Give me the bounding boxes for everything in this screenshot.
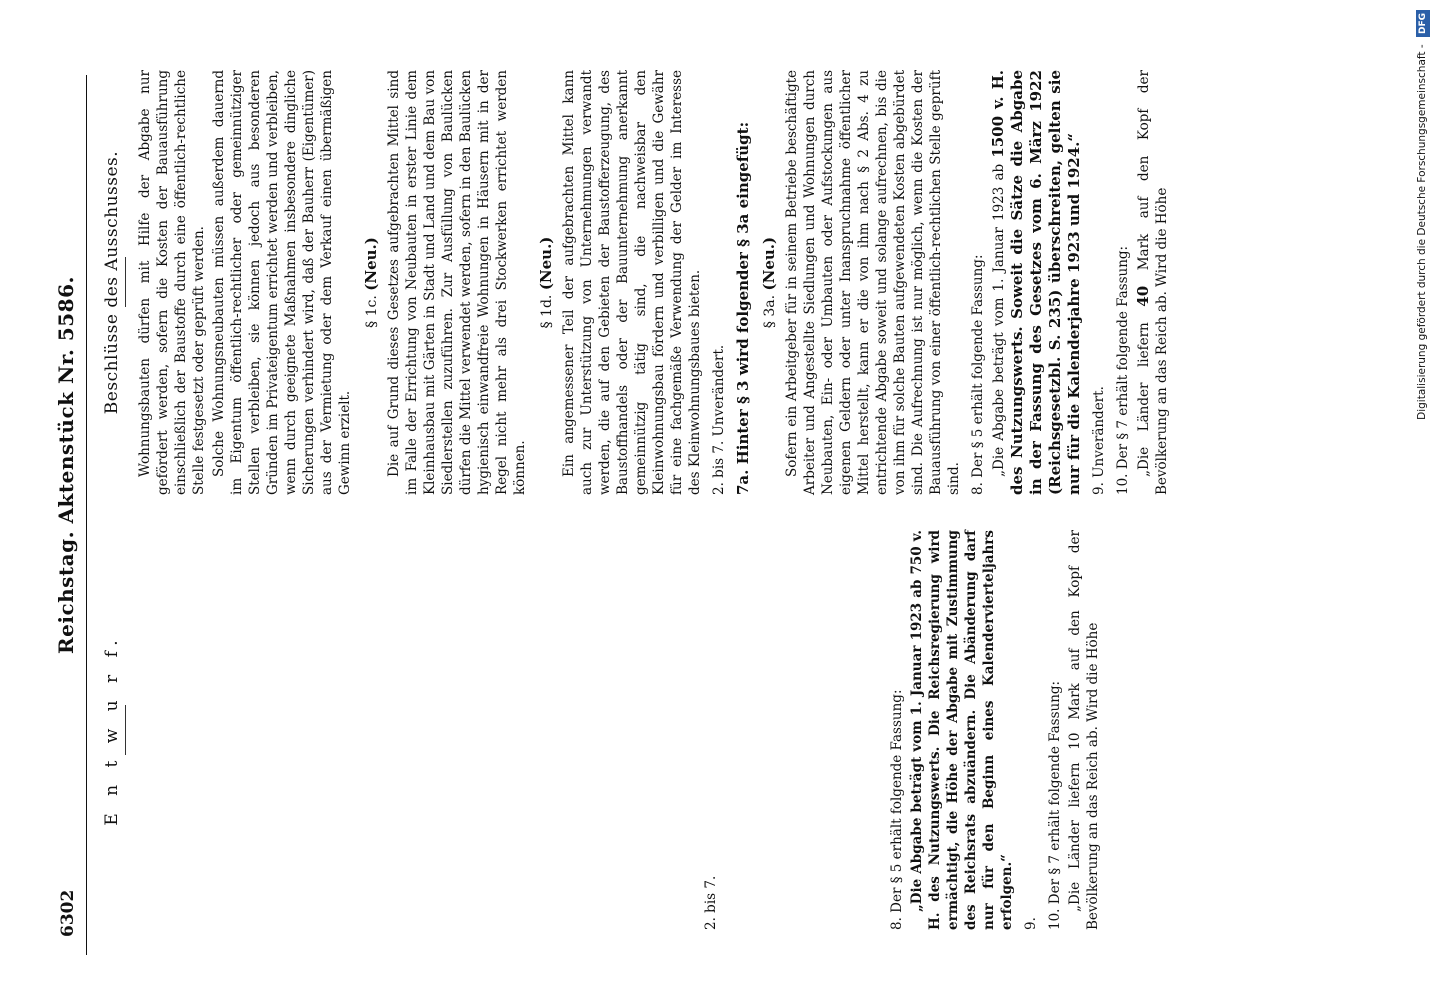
item-2-7: 2. bis 7. Unverändert.	[711, 344, 727, 495]
section-number: § 3a.	[762, 294, 778, 329]
section-number: § 1d.	[539, 294, 555, 329]
right-column-title: Beschlüsse des Ausschusses.	[102, 150, 122, 415]
section-heading-1c	[362, 70, 381, 495]
paragraph: Ein angemessener Teil der aufgebrachten Mittel kann auch zur Unterstützung von Unternehmungen verwandt werden, die auf den Gebieten der Baustofferzeugung, des Baustoffhandels oder der Bauunternehmung anerkannt gemeinnützig tätig sind, die nachweisbar den Kleinwohnungsbau fördern und verbilligen und die Gewähr für eine fachgemäße Verwendung der Gelder im Interesse des Kleinwohnungsbaues bieten.	[561, 70, 703, 495]
dfg-logo: DFG	[1416, 10, 1430, 37]
item-10-quote	[1134, 70, 1171, 495]
quote-part: „Die Länder liefern	[1136, 322, 1152, 477]
quote-part: Mark auf den Kopf der Bevölkerung an das Reich ab. Wird die Höhe	[1136, 69, 1170, 495]
quote-part: Soweit die Sätze die Abgabe in der Fassung des Gesetzes vom 6. März 1922 (Reichsgesetzbl. S. 235) überschreiten, gelten sie nur für die Kalenderjahre 1923 und 1924.“	[1008, 70, 1083, 495]
title-rule	[125, 258, 126, 308]
page-number: 6302	[58, 889, 78, 937]
item-8-intro: 8. Der § 5 erhält folgende Fassung:	[970, 254, 986, 495]
page-header	[52, 75, 87, 955]
running-title: Reichstag. Aktenstück Nr. 5586.	[54, 276, 78, 654]
paragraph: Wohnungsbauten dürfen mit Hilfe der Abgabe nur gefördert werden, sofern die Kosten der Bauausführung einschließlich der Baustoffe durch eine öffentlich-rechtliche Stelle festgesetzt oder geprüft werden.	[137, 70, 207, 495]
item-10-intro: 10. Der § 7 erhält folgende Fassung:	[1047, 680, 1063, 930]
quote-part: „Die Abgabe beträgt vom 1. Januar 1923 ab	[991, 163, 1007, 477]
spacer	[722, 530, 882, 930]
quote-part: 40	[1134, 285, 1152, 307]
item-2-7: 2. bis 7.	[703, 875, 719, 930]
left-column-title: E n t w u r f.	[102, 634, 122, 826]
item-8-quote	[989, 70, 1084, 495]
left-column	[95, 530, 1104, 930]
paragraph: Sofern ein Arbeitgeber für in seinem Betriebe beschäftigte Arbeiter und Angestellte Siedlungen und Wohnungen durch Neubauten, Ein- oder Umbauten oder Aufstockungen aus eigenen Geldern oder unter Inanspruchnahme öffentlicher Mittel herstellt, kann er die von ihm nach § 2 Abs. 4 zu entrichtende Abgabe soweit und solange aufrechnen, bis die von ihm für solche Bauten aufgewendeten Kosten abgebürdet sind. Die Aufrechnung ist nur möglich, wenn die Kosten der Bauausführung von einer öffentlich-rechtlichen Stelle geprüft sind.	[784, 70, 962, 495]
new-marker: (Neu.)	[760, 236, 778, 291]
new-marker: (Neu.)	[537, 236, 555, 291]
item-10-intro: 10. Der § 7 erhält folgende Fassung:	[1115, 245, 1131, 495]
digitization-note	[1412, 10, 1432, 710]
title-rule	[125, 705, 126, 755]
paragraph: Die auf Grund dieses Gesetzes aufgebrachten Mittel sind im Falle der Errichtung von Neubauten in erster Linie dem Kleinhausbau mit Gärten in Stadt und Land und dem Bau von Siedlerstellen zuzuführen. Zur Ausfüllung von Baulücken dürfen die Mittel verwendet werden, sofern in den Baulücken hygienisch einwandfreie Wohnungen in Häusern mit in der Regel nicht mehr als drei Stockwerken errichtet werden können.	[386, 70, 528, 495]
item-9: 9. Unverändert.	[1091, 386, 1107, 495]
item-7a: 7a. Hinter § 3 wird folgender § 3a eingefügt:	[734, 121, 752, 495]
section-number: § 1c.	[364, 295, 380, 328]
item-8-intro: 8. Der § 5 erhält folgende Fassung:	[889, 689, 905, 930]
item-8-quote: „Die Abgabe beträgt vom 1. Januar 1923 ab 750 v. H. des Nutzungswerts. Die Reichsregierung wird ermächtigt, die Höhe der Abgabe mit Zustimmung des Reichsrats abzuändern. Die Abänderung darf nur für den Beginn eines Kalendervierteljahrs erfolgen.“	[909, 530, 1015, 930]
item-10-quote: „Die Länder liefern 10 Mark auf den Kopf der Bevölkerung an das Reich ab. Wird die Höhe	[1067, 530, 1101, 930]
section-heading-3a	[760, 70, 779, 495]
right-column	[95, 70, 1173, 495]
new-marker: (Neu.)	[362, 237, 380, 291]
paragraph: Solche Wohnungsneubauten müssen außerdem dauernd im Eigentum öffentlich-rechtlicher oder gemeinnütziger Stellen verbleiben, sie können jedoch aus besonderen Gründen im Privateigentum errichtet werden und verbleiben, wenn durch geeignete Maßnahmen insbesondere dingliche Sicherungen verhindert wird, daß der Bauherr (Eigentümer) aus der Vermietung oder dem Verkauf einen übermäßigen Gewinn erzielt.	[211, 70, 353, 495]
item-9: 9.	[1023, 917, 1039, 930]
section-heading-1d	[537, 70, 556, 495]
digitization-text: Digitalisierung gefördert durch die Deutsche Forschungsgemeinschaft -	[1416, 44, 1428, 420]
quote-part: 1500 v. H. des Nutzungswerts.	[989, 70, 1026, 495]
spacer	[136, 530, 696, 930]
